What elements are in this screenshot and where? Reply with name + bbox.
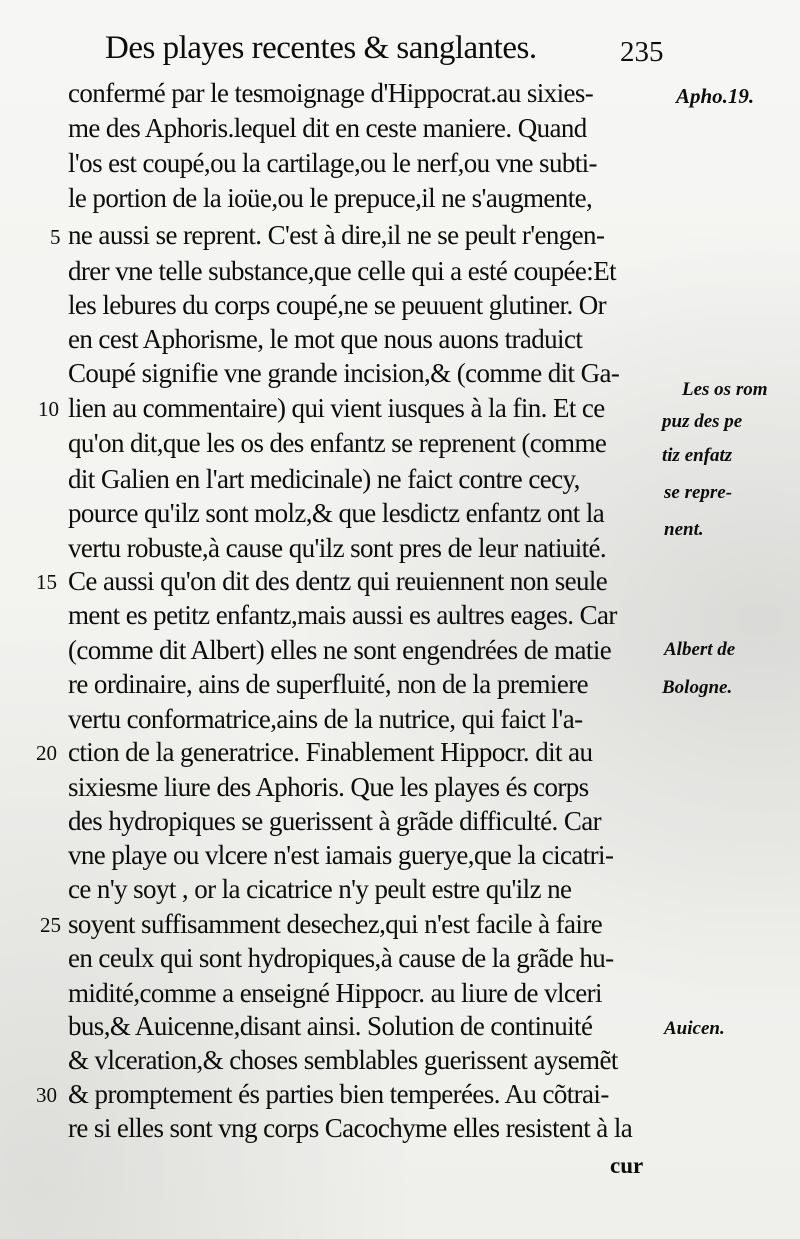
text-line: qu'on dit,que les os des enfantz se reprenent (comme bbox=[68, 428, 607, 458]
margin-note: nent. bbox=[664, 519, 704, 540]
page-number: 235 bbox=[620, 36, 664, 68]
text-line: lien au commentaire) qui vient iusques à la fin. Et ce bbox=[68, 393, 605, 423]
text-line: bus,& Auicenne,disant ainsi. Solution de continuité bbox=[68, 1011, 593, 1041]
text-line: ment es petitz enfantz,mais aussi es aultres eages. Car bbox=[68, 600, 617, 630]
line-number: 10 bbox=[38, 397, 59, 421]
text-line: confermé par le tesmoignage d'Hippocrat.au sixies- bbox=[68, 78, 594, 108]
line-number: 30 bbox=[36, 1083, 57, 1107]
running-title: Des playes recentes & sanglantes. bbox=[105, 30, 537, 66]
text-line: me des Aphoris.lequel dit en ceste maniere. Quand bbox=[68, 113, 587, 143]
text-line: drer vne telle substance,que celle qui a esté coupée:Et bbox=[68, 256, 616, 286]
text-line: vne playe ou vlcere n'est iamais guerye,que la cicatri- bbox=[68, 840, 614, 870]
text-line: le portion de la ioüe,ou le prepuce,il ne s'augmente, bbox=[68, 183, 593, 213]
margin-note: Auicen. bbox=[664, 1018, 725, 1039]
text-line: pource qu'ilz sont molz,& que lesdictz enfantz ont la bbox=[68, 498, 605, 528]
text-line: & promptement és parties bien temperées. Au cõtrai- bbox=[68, 1079, 609, 1109]
margin-note: Bologne. bbox=[662, 677, 733, 698]
text-line: (comme dit Albert) elles ne sont engendrées de matie bbox=[68, 635, 612, 665]
text-line: sixiesme liure des Aphoris. Que les playes és corps bbox=[68, 772, 589, 802]
line-number: 15 bbox=[36, 570, 57, 594]
text-line: l'os est coupé,ou la cartilage,ou le nerf,ou vne subti- bbox=[68, 148, 597, 178]
text-line: re ordinaire, ains de superfluité, non de la premiere bbox=[68, 669, 588, 699]
line-number: 25 bbox=[40, 913, 61, 937]
margin-note: Les os rom bbox=[682, 379, 768, 400]
margin-note: Albert de bbox=[664, 639, 736, 660]
text-line: vertu conformatrice,ains de la nutrice, qui faict l'a- bbox=[68, 704, 583, 734]
text-line: ce n'y soyt , or la cicatrice n'y peult estre qu'ilz ne bbox=[68, 874, 572, 904]
text-line: des hydropiques se guerissent à grãde difficulté. Car bbox=[68, 806, 602, 836]
text-line: Ce aussi qu'on dit des dentz qui reuiennent non seule bbox=[68, 566, 608, 596]
text-line: en ceulx qui sont hydropiques,à cause de la grãde hu- bbox=[68, 943, 614, 973]
text-line: ne aussi se reprent. C'est à dire,il ne se peult r'engen- bbox=[68, 220, 605, 250]
text-line: ction de la generatrice. Finablement Hippocr. dit au bbox=[68, 737, 593, 767]
margin-note: puz des pe bbox=[662, 411, 743, 432]
line-number: 20 bbox=[36, 741, 57, 765]
text-line: dit Galien en l'art medicinale) ne faict contre cecy, bbox=[68, 464, 580, 494]
text-line: en cest Aphorisme, le mot que nous auons traduict bbox=[68, 324, 583, 354]
text-line: & vlceration,& choses semblables guerissent aysemẽt bbox=[68, 1045, 618, 1075]
text-line: les lebures du corps coupé,ne se peuuent glutiner. Or bbox=[68, 290, 607, 320]
text-line: Coupé signifie vne grande incision,& (comme dit Ga- bbox=[68, 358, 620, 388]
margin-note: tiz enfatz bbox=[662, 445, 733, 466]
margin-note: Apho.19. bbox=[676, 84, 755, 108]
text-line: soyent suffisamment desechez,qui n'est facile à faire bbox=[68, 909, 603, 939]
text-line: vertu robuste,à cause qu'ilz sont pres de leur natiuité. bbox=[68, 533, 607, 563]
text-line: re si elles sont vng corps Cacochyme elles resistent à la bbox=[68, 1113, 633, 1143]
text-line: midité,comme a enseigné Hippocr. au liure de vlceri bbox=[68, 978, 602, 1008]
margin-note: se repre- bbox=[664, 482, 733, 503]
catchword: cur bbox=[610, 1153, 644, 1178]
line-number: 5 bbox=[50, 225, 61, 249]
